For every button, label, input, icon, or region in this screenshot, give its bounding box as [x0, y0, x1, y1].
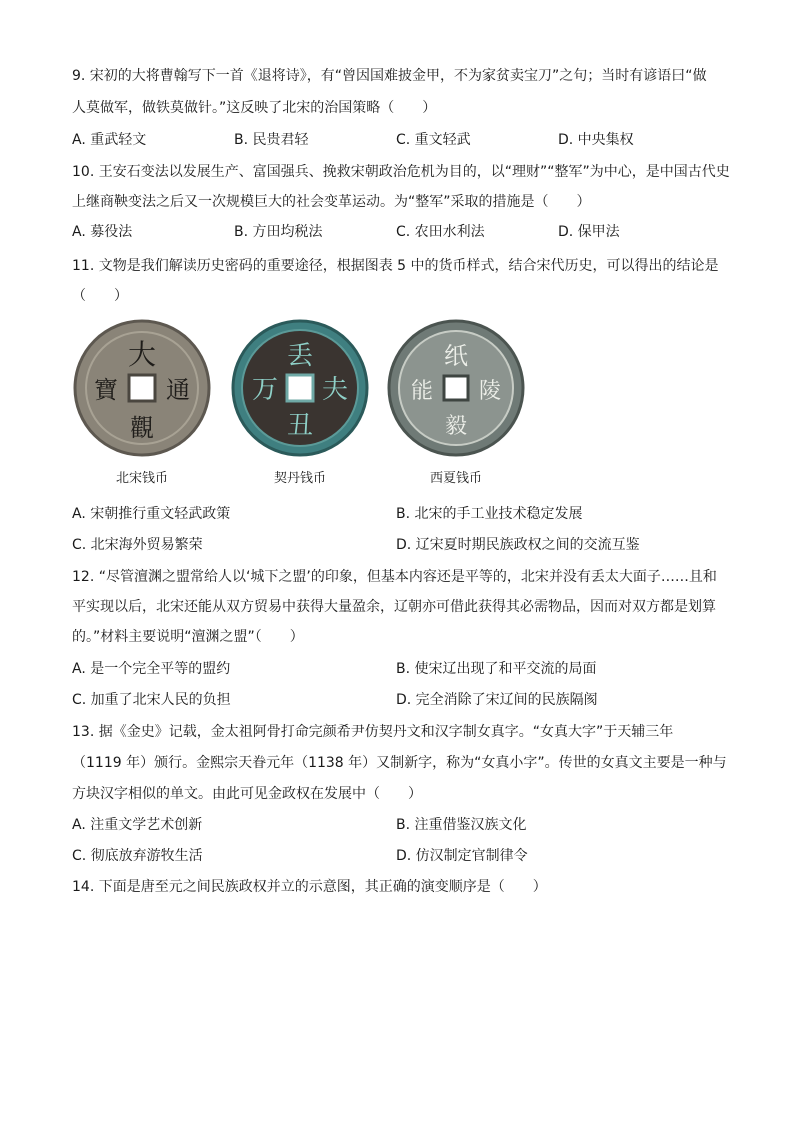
q13-option-a[interactable]: A. 注重文学艺术创新 [72, 817, 203, 833]
coin2-char-bottom: 丑 [286, 411, 314, 441]
q13-option-b[interactable]: B. 注重借鉴汉族文化 [396, 817, 527, 833]
coin3-char-bottom: 毅 [444, 414, 468, 439]
q13-line3: 方块汉字相似的单文。由此可见金政权在发展中（ ） [72, 786, 422, 802]
q14-line1: 14. 下面是唐至元之间民族政权并立的示意图，其正确的演变顺序是（ ） [72, 879, 547, 895]
coin-khitan-image [230, 318, 370, 458]
q11-option-b[interactable]: B. 北宋的手工业技术稳定发展 [396, 506, 583, 522]
q12-option-a[interactable]: A. 是一个完全平等的盟约 [72, 661, 231, 677]
q11-option-c[interactable]: C. 北宋海外贸易繁荣 [72, 537, 203, 553]
q13-line2: （1119 年）颁行。金熙宗天眷元年（1138 年）又制新字，称为“女真小字”。传世的女真文主要是一种与 [72, 755, 727, 771]
q9-line2: 人莫做军，做铁莫做针。”这反映了北宋的治国策略（ ） [72, 100, 437, 116]
coin2-char-top: 丢 [286, 341, 314, 371]
q12-option-c[interactable]: C. 加重了北宋人民的负担 [72, 692, 231, 708]
q9-option-b[interactable]: B. 民贵君轻 [234, 132, 309, 148]
q12-option-d[interactable]: D. 完全消除了宋辽间的民族隔阂 [396, 692, 598, 708]
q13-option-c[interactable]: C. 彻底放弃游牧生活 [72, 848, 203, 864]
q12-line1: 12. “尽管澶渊之盟常给人以‘城下之盟’的印象，但基本内容还是平等的，北宋并没有丢太大面子……且和 [72, 569, 717, 585]
q9-option-d[interactable]: D. 中央集权 [558, 132, 634, 148]
coin-northern-song [72, 318, 212, 486]
q10-line1: 10. 王安石变法以发展生产、富国强兵、挽救宋朝政治危机为目的，以“理财”“整军”为中心，是中国古代史 [72, 164, 730, 180]
q11-option-a[interactable]: A. 宋朝推行重文轻武政策 [72, 506, 231, 522]
coin-northern-song-caption: 北宋钱币 [115, 471, 168, 486]
coin1-char-top: 大 [127, 338, 157, 371]
q10-option-c[interactable]: C. 农田水利法 [396, 224, 485, 240]
coin1-char-left: 寶 [94, 376, 118, 404]
q9-line1: 9. 宋初的大将曹翰写下一首《退将诗》，有“曾因国难披金甲，不为家贫卖宝刀”之句；当时有谚语曰“做 [72, 68, 707, 84]
q9-option-c[interactable]: C. 重文轻武 [396, 132, 471, 148]
coin-western-xia-image [386, 318, 526, 458]
q10-line2: 上继商鞅变法之后又一次规模巨大的社会变革运动。为“整军”采取的措施是（ ） [72, 194, 591, 210]
coin1-char-bottom: 觀 [130, 414, 154, 442]
coin-khitan [230, 318, 370, 486]
q11-line2: （ ） [72, 288, 128, 304]
coin3-char-top: 纸 [444, 342, 468, 370]
coin1-char-right: 通 [166, 376, 190, 404]
q11-option-d[interactable]: D. 辽宋夏时期民族政权之间的交流互鉴 [396, 537, 640, 553]
q10-option-a[interactable]: A. 募役法 [72, 224, 133, 240]
q10-option-d[interactable]: D. 保甲法 [558, 224, 620, 240]
q12-line3: 的。”材料主要说明“澶渊之盟”（ ） [72, 629, 304, 645]
coin-figure [72, 318, 532, 490]
coin2-char-left: 万 [251, 375, 279, 405]
coin-khitan-caption: 契丹钱币 [273, 471, 326, 486]
coin2-char-right: 夫 [321, 375, 349, 405]
q12-option-b[interactable]: B. 使宋辽出现了和平交流的局面 [396, 661, 597, 677]
q10-option-b[interactable]: B. 方田均税法 [234, 224, 323, 240]
q13-option-d[interactable]: D. 仿汉制定官制律令 [396, 848, 528, 864]
coin3-char-left: 能 [410, 379, 434, 404]
coin-western-xia-caption: 西夏钱币 [429, 471, 482, 486]
coin-western-xia [386, 318, 526, 486]
coin-northern-song-image [72, 318, 212, 458]
q11-line1: 11. 文物是我们解读历史密码的重要途径，根据图表 5 中的货币样式，结合宋代历史，可以得出的结论是 [72, 258, 719, 274]
coin3-char-right: 陵 [478, 379, 502, 404]
q13-line1: 13. 据《金史》记载，金太祖阿骨打命完颜希尹仿契丹文和汉字制女真字。“女真大字”于天辅三年 [72, 724, 674, 740]
q9-option-a[interactable]: A. 重武轻文 [72, 132, 147, 148]
q12-line2: 平实现以后，北宋还能从双方贸易中获得大量盈余，辽朝亦可借此获得其必需物品，因而对双方都是划算 [72, 599, 716, 615]
